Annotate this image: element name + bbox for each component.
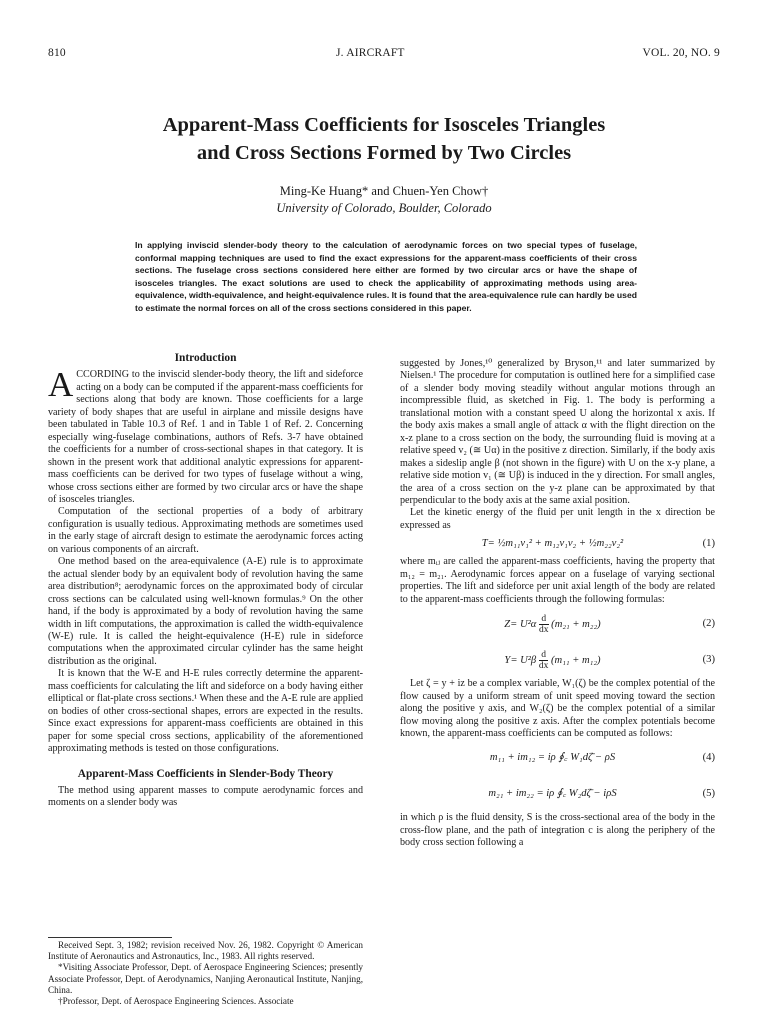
equation-5-body: m₂₁ + im₂₂ = iρ ∮꜀ W₂dζ̄ − iρS — [488, 788, 617, 800]
equation-5 — [400, 776, 715, 812]
footnote-author-2: †Professor, Dept. of Aerospace Engineering Sciences. Associate — [58, 996, 294, 1007]
footnote-divider — [48, 937, 172, 938]
right-paragraph-4: Let ζ = y + iz be a complex variable, W₁(ζ) be the complex potential of the flow caused by a uniform stream of unit speed moving toward the section along the positive y axis, and W₂(ζ) be the complex potential of a similar flow moving along the positive z axis. After the complex potentials become known, the apparent-mass coefficients can be computed as follows: — [400, 678, 715, 739]
intro-paragraph-1 — [48, 365, 363, 506]
right-paragraph-5: in which ρ is the fluid density, S is the cross-sectional area of the body in the cross-flow plane, and the path of integration c is along the periphery of the body cross section following a — [400, 812, 715, 849]
equation-4 — [400, 740, 715, 776]
drop-cap: A — [48, 365, 74, 405]
right-paragraph-2: Let the kinetic energy of the fluid per unit length in the x direction be expressed as — [400, 507, 715, 531]
equation-4-body: m₁₁ + im₁₂ = iρ ∮꜀ W₁dζ̄ − ρS — [489, 752, 616, 764]
volume-info: VOL. 20, NO. 9 — [642, 47, 720, 59]
author-affiliation: University of Colorado, Boulder, Colorado — [276, 201, 492, 215]
equation-3-frac-den: dx — [538, 660, 549, 671]
abstract: In applying inviscid slender-body theory to the calculation of aerodynamic forces on two special types of fuselage, conformal mapping techniques are used to find the exact expressions for the apparent-mass coefficients of their cross sections. The fuselage cross sections considered here either are formed by two circular arcs or have the shape of isosceles triangles. The exact solutions are used to check the applicability of approximating methods using area-equivalence, width-equivalence, and height-equivalence rules. It is found that the area-equivalence rule can hardly be used to estimate the normal forces on all of the cross sections considered in this paper. — [135, 240, 637, 313]
equation-3-left: Y= U²β — [504, 654, 537, 666]
equation-3 — [400, 642, 715, 678]
section-heading-theory: Apparent-Mass Coefficients in Slender-Body Theory — [77, 767, 334, 780]
footnote-received: Received Sept. 3, 1982; revision received Nov. 26, 1982. Copyright © American Institute of Aeronautics and Astronautics, Inc., 1983. All rights reserved. — [48, 940, 363, 962]
equation-2-frac-den: dx — [539, 624, 549, 635]
equation-2-left: Z= U²α — [504, 618, 537, 630]
right-column — [400, 358, 715, 850]
equation-1 — [400, 532, 715, 556]
journal-name: J. AIRCRAFT — [336, 47, 405, 59]
equation-3-number: (3) — [702, 653, 715, 665]
equation-2-frac-num: d — [541, 613, 547, 624]
page-number: 810 — [48, 47, 66, 59]
intro-paragraph-2: Computation of the sectional properties of a body of arbitrary configuration is usually tedious. Approximating methods are sometimes used in the early stage of aircraft design to estimate the aerodynamic forces acting on various components of an aircraft. — [48, 506, 363, 555]
equation-2-derivative — [539, 614, 549, 635]
equation-3-frac-num: d — [541, 649, 546, 660]
paper-title — [60, 111, 708, 167]
equation-1-number: (1) — [702, 538, 715, 550]
footnote-author-1: *Visiting Associate Professor, Dept. of Aerospace Engineering Sciences; presently Associate Professor, Dept. of Aerodynamics, Nanjing Aeronautical Institute, Nanjing, China. — [48, 962, 363, 995]
theory-paragraph-1: The method using apparent masses to compute aerodynamic forces and moments on a slender body was — [48, 784, 363, 809]
intro-paragraph-4: It is known that the W-E and H-E rules correctly determine the apparent-mass coefficients for calculating the lift and sideforce on a body having either elliptical or flat-plate cross sections.¹ When these and the A-E rule are applied on bodies of other cross-sectional shapes, errors are expected in the results. Since exact expressions for apparent-mass coefficients are obtained in this paper for some special cross sections, applicability of the aforementioned approximating methods is tested on those configurations. — [48, 668, 363, 755]
right-paragraph-1: suggested by Jones,¹⁰ generalized by Bryson,¹¹ and later summarized by Nielsen.¹ The procedure for computation is outlined here for a simplified case of a slender body moving steadily without angular motions through an incompressible fluid, as sketched in Fig. 1. The body is performing a translational motion with a constant speed U along the horizontal x axis. If the body axis makes a small angle of attack α with the flight direction on the x-z plane to a cross section on the body, the surrounding fluid is moving at a relative speed v₂ (≅ Uα) in the positive z direction. Similarly, if the body axis makes a sideslip angle β (not shown in the figure) with U on the x-y plane, a relative side motion v₁ (≅ Uβ) is induced in the y direction. For small angles, the area of a cross section on the y-z plane can be approximated by that perpendicular to the body axis at the same axial position. — [400, 358, 715, 506]
intro-paragraph-3: One method based on the area-equivalence (A-E) rule is to approximate the actual slender body by an equivalent body of revolution having the same area distribution⁸; aerodynamic forces on the approximated body of circular cross sections can be calculated using well-known formulas.⁹ On the other hand, if the body is approximated by a body of revolution having the same width in lift computations, the approximation is called the width-equivalence (W-E) rule. It is called the height-equivalence (H-E) rule in sideforce computations when the approximated circular cylinder has the same height distribution as the original. — [48, 556, 363, 667]
left-column — [48, 350, 363, 810]
equation-2-body — [400, 614, 685, 635]
equation-2 — [400, 606, 715, 642]
equation-4-number: (4) — [702, 752, 715, 764]
right-paragraph-3: where mᵢⱼ are called the apparent-mass coefficients, having the property that m₁₂ = m₂₁. Aerodynamic forces appear on a fuselage of varying sectional properties. The lift and sideforce per unit axial length of the body are related to the apparent-mass coefficients through the following formulas: — [400, 556, 715, 605]
equation-2-right: (m₂₁ + m₂₂) — [551, 618, 601, 630]
title-line-1: Apparent-Mass Coefficients for Isosceles Triangles — [162, 114, 606, 136]
title-line-2: and Cross Sections Formed by Two Circles — [196, 142, 572, 164]
footnotes — [48, 940, 363, 1007]
intro-paragraph-1-text: CCORDING to the inviscid slender-body theory, the lift and sideforce acting on a body can be computed if the apparent-mass coefficients for sections along that body are known. Those coefficients for a large variety of body shapes that are useful in airplane and missile designs have been tabulated in Table 10.3 of Ref. 1 and in Table 1 of Ref. 2. Concerning especially wing-fuselage combinations, authors of Refs. 3-7 have obtained the coefficients for a number of cross-sectional shapes in that category. It is shown in the present work that additional analytic expressions for apparent-mass coefficients can be derived for two types of fuselage without a wing, whose cross sections either are formed by two circular arcs or have the shape of isosceles triangles. — [48, 369, 363, 505]
equation-3-derivative — [539, 650, 549, 671]
equation-3-right: (m₁₁ + m₁₂) — [551, 654, 601, 666]
equation-3-body — [400, 650, 685, 671]
equation-5-number: (5) — [702, 788, 715, 800]
equation-1-body: T= ½m₁₁v₁² + m₁₂v₁v₂ + ½m₂₂v₂² — [481, 538, 624, 550]
author-names: Ming-Ke Huang* and Chuen-Yen Chow† — [279, 184, 489, 198]
equation-2-number: (2) — [702, 617, 715, 629]
author-block — [60, 183, 708, 217]
section-heading-introduction: Introduction — [174, 352, 237, 364]
